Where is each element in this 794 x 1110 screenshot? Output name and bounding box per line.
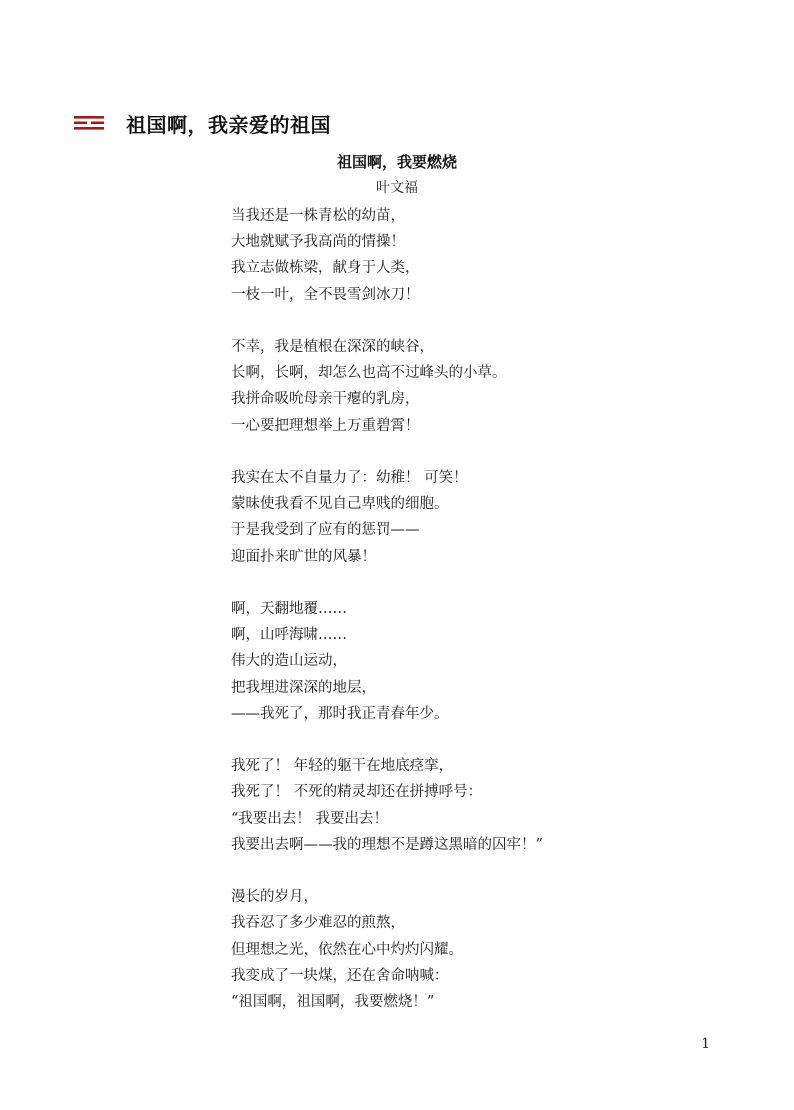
- poem-line: 于是我受到了应有的惩罚——: [231, 522, 420, 539]
- poem-line: 我要出去啊——我的理想不是蹲这黑暗的囚牢！”: [231, 836, 543, 853]
- poem-stanza: [231, 753, 771, 858]
- page-number: 1: [701, 1036, 710, 1052]
- poem-line: 当我还是一株青松的幼苗，: [231, 208, 405, 224]
- poem-line: 大地就赋予我高尚的情操！: [231, 234, 405, 251]
- poem-line: 一枝一叶，全不畏雪剑冰刀！: [231, 286, 420, 303]
- poem-line: 一心要把理想举上万重碧霄！: [231, 417, 420, 434]
- poem-line: “我要出去！ 我要出去！: [231, 810, 389, 827]
- section-title: 祖国啊，我亲爱的祖国: [126, 112, 331, 137]
- poem-line: 蒙昧使我看不见自己卑贱的细胞。: [231, 496, 449, 513]
- poem-stanza: [231, 203, 771, 308]
- poem-line: ——我死了，那时我正青春年少。: [231, 705, 449, 722]
- poem-line: 漫长的岁月，: [231, 889, 318, 906]
- poem-stanza: [231, 884, 771, 1015]
- poem-title: 祖国啊，我要燃烧: [336, 153, 457, 171]
- poem-line: “祖国啊，祖国啊，我要燃烧！”: [231, 994, 435, 1011]
- poem-line: 我死了！ 年轻的躯干在地底痉挛，: [231, 758, 454, 775]
- poem-line: 我拼命吸吮母亲干瘪的乳房，: [231, 391, 420, 408]
- poem-line: 我死了！ 不死的精灵却还在拼搏呼号：: [231, 784, 483, 801]
- poem-line: 不幸，我是植根在深深的峡谷，: [231, 339, 434, 355]
- poem-line: 啊，山呼海啸……: [231, 627, 347, 644]
- poem-line: 把我埋进深深的地层，: [231, 679, 376, 696]
- poem-line: 伟大的造山运动，: [231, 653, 347, 670]
- poem-body: [231, 203, 771, 1015]
- poem-line: 我立志做栋梁，献身于人类，: [231, 260, 420, 277]
- poem-stanza: [231, 465, 771, 570]
- poem-stanza: [231, 334, 771, 439]
- poem-author: 叶文福: [376, 180, 418, 196]
- poem-stanza: [231, 596, 771, 727]
- poem-line: 我实在太不自量力了：幼稚！ 可笑！: [231, 470, 468, 486]
- poem-line: 迎面扑来旷世的风暴！: [231, 548, 376, 565]
- poem-line: 我变成了一块煤，还在舍命呐喊：: [231, 967, 449, 984]
- poem-line: 我吞忍了多少难忍的煎熬，: [231, 915, 405, 932]
- poem-line: 但理想之光，依然在心中灼灼闪耀。: [231, 941, 463, 958]
- poem-line: 啊，天翻地覆……: [231, 601, 347, 617]
- section-header: [74, 106, 331, 140]
- triple-bar-icon: [74, 116, 104, 130]
- poem-line: 长啊，长啊，却怎么也高不过峰头的小草。: [231, 365, 507, 382]
